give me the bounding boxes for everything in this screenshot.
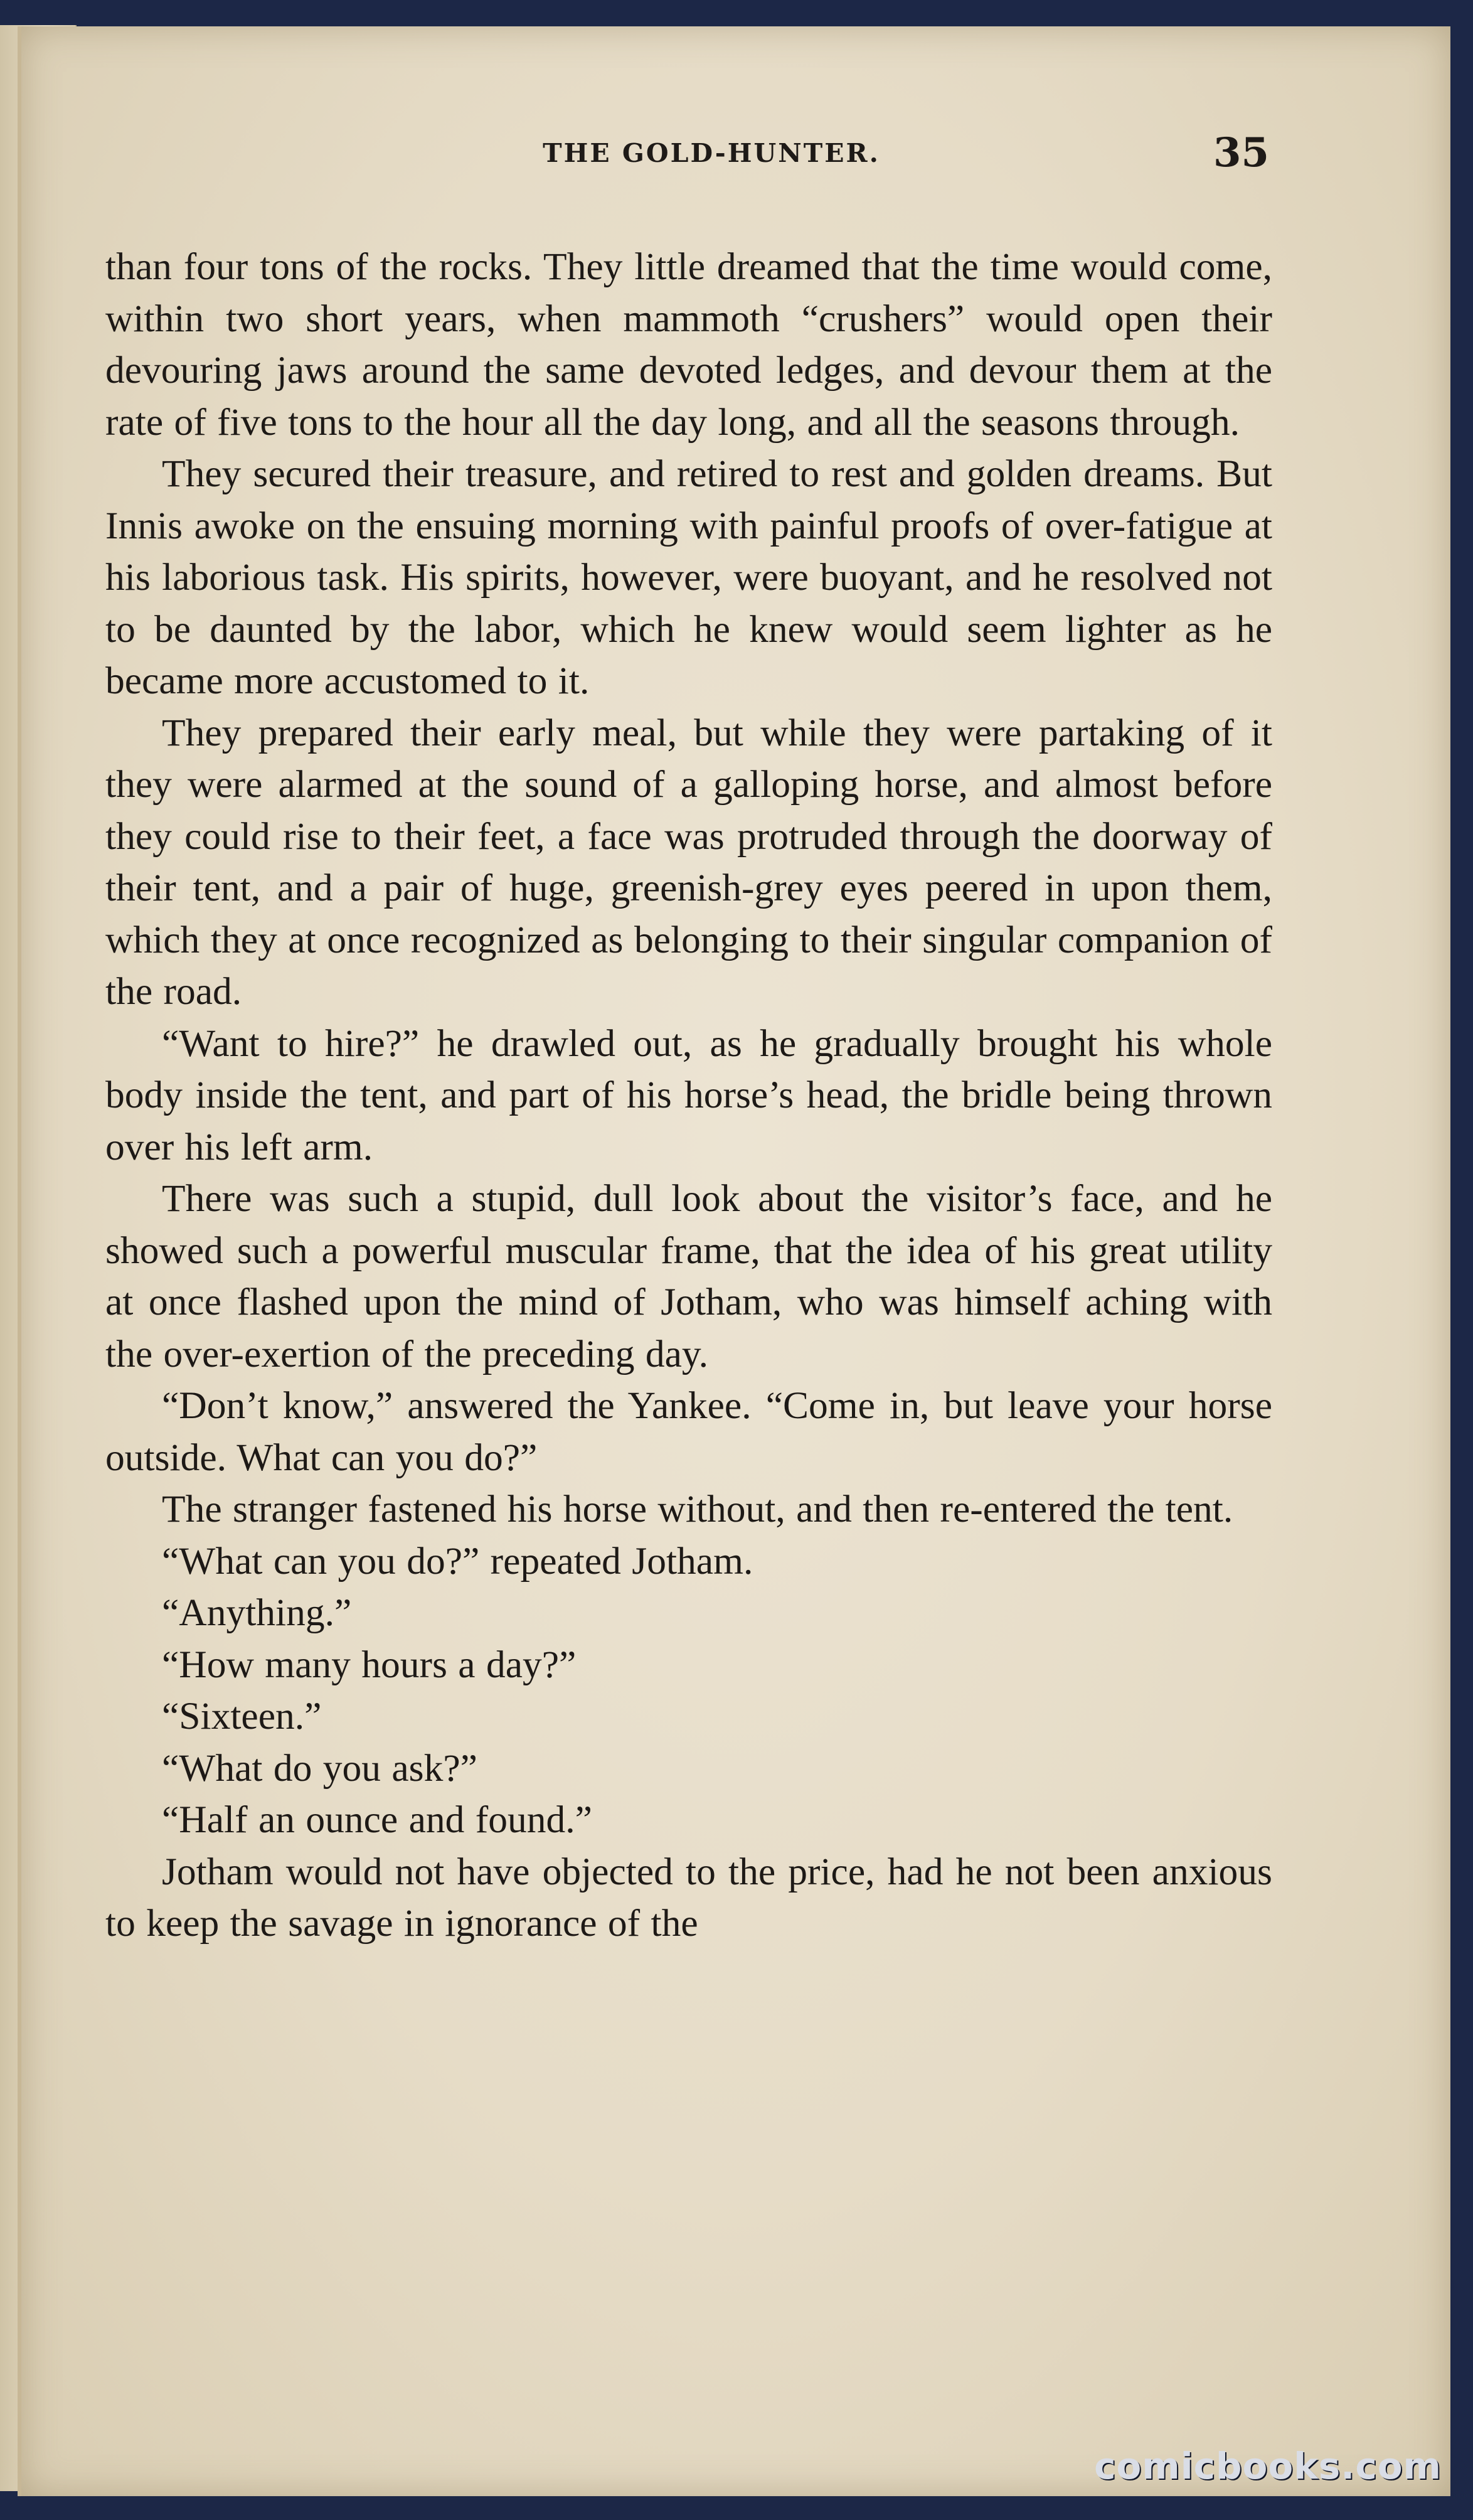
dialogue-line: “How many hours a day?” bbox=[162, 1643, 577, 1686]
paragraph: than four tons of the rocks. They little dreamed that the time would come, within two short years, when mammoth “crushers” would open their devouring jaws around the same devoted ledges, and devour them at the rate of five tons to the hour all the day long, and all the seasons through. bbox=[105, 245, 1272, 444]
book-page bbox=[18, 26, 1450, 2496]
paragraph: There was such a stupid, dull look about the visitor’s face, and he showed such a powerful muscular frame, that the idea of his great utility at once flashed upon the mind of Jotham, who was himself aching with the over-exertion of the preceding day. bbox=[105, 1177, 1272, 1375]
dialogue-line: “Anything.” bbox=[162, 1591, 352, 1634]
paragraph: The stranger fastened his horse without, and then re-entered the tent. bbox=[162, 1488, 1233, 1530]
paragraph: They secured their treasure, and retired to rest and golden dreams. But Innis awoke on the ensuing morning with painful proofs of over-fatigue at his laborious task. His spirits, however, were buoyant, and he resolved not to be daunted by the labor, which he knew would seem lighter as he became more accustomed to it. bbox=[105, 452, 1272, 702]
paragraph: “Want to hire?” he drawled out, as he gradually brought his whole body inside the tent, and part of his horse’s head, the bridle being thrown over his left arm. bbox=[105, 1022, 1272, 1168]
paragraph: Jotham would not have objected to the price, had he not been anxious to keep the savage in ignorance of the bbox=[105, 1850, 1272, 1945]
dialogue-line: “Half an ounce and found.” bbox=[162, 1798, 592, 1841]
body-text bbox=[105, 241, 1272, 1950]
dialogue-line: “Sixteen.” bbox=[162, 1695, 322, 1738]
page-header bbox=[21, 129, 1450, 188]
dialogue-line: “What do you ask?” bbox=[162, 1746, 477, 1790]
paragraph: “Don’t know,” answered the Yankee. “Come in, but leave your horse outside. What can you do?” bbox=[105, 1384, 1272, 1479]
page-number: 35 bbox=[1213, 129, 1270, 176]
paragraph: They prepared their early meal, but while they were partaking of it they were alarmed at the sound of a galloping horse, and almost before they could rise to their feet, a face was protruded through the doorway of their tent, and a pair of huge, greenish-grey eyes peered in upon them, which they at once recognized as belonging to their singular companion of the road. bbox=[105, 711, 1272, 1013]
watermark: comicbooks.com bbox=[1094, 2445, 1442, 2487]
dialogue-line: “What can you do?” repeated Jotham. bbox=[162, 1539, 753, 1583]
running-title: THE GOLD-HUNTER. bbox=[543, 138, 880, 168]
